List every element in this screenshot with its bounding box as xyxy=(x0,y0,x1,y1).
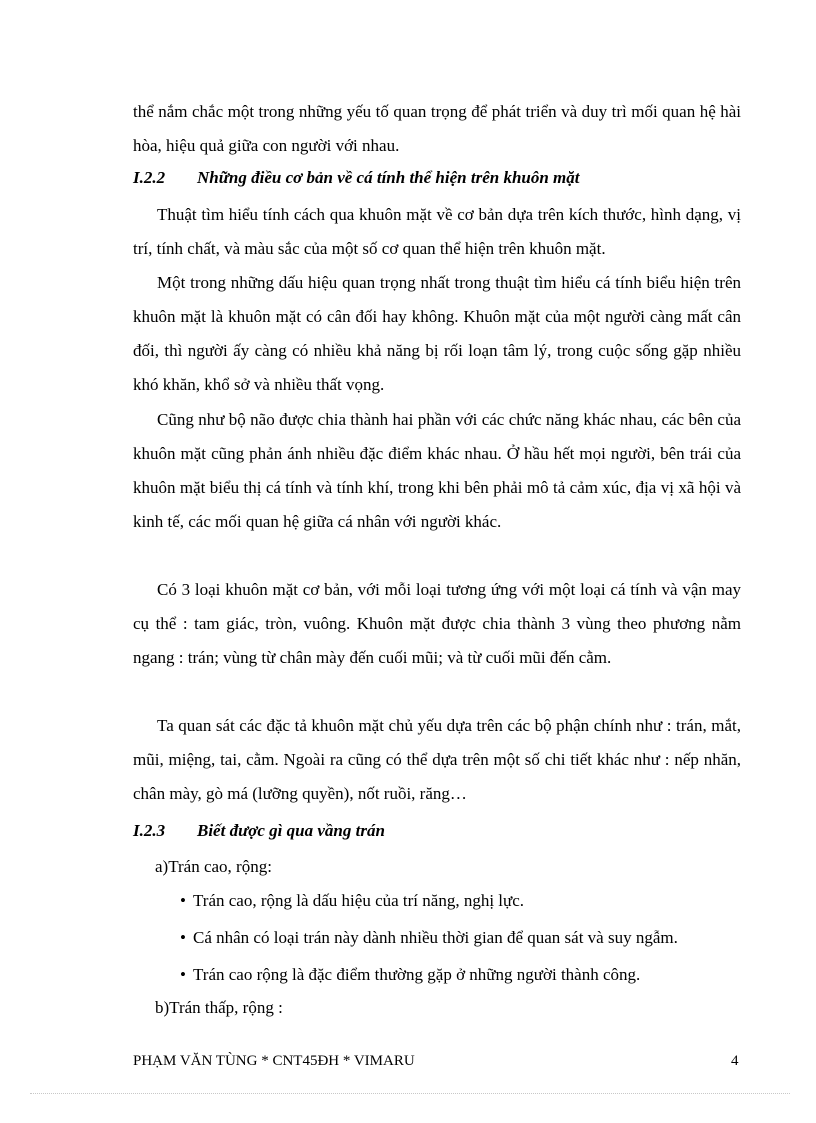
bullet-item xyxy=(180,891,524,911)
bullet-item xyxy=(180,965,640,985)
page-number: 4 xyxy=(731,1053,739,1069)
section-heading-1-2-2 xyxy=(133,168,580,188)
section-heading-1-2-3 xyxy=(133,821,385,841)
paragraph-face-features: Ta quan sát các đặc tả khuôn mặt chủ yếu dựa trên các bộ phận chính như : trán, mắt, mũi, miệng, tai, cằm. Ngoài ra cũng có thể dựa trên một số chi tiết khác như : nếp nhăn, chân mày, gò má (lưỡng quyền), nốt ruồi, răng… xyxy=(133,716,741,803)
bullet-item xyxy=(180,928,678,948)
section-title: Những điều cơ bản về cá tính thể hiện trên khuôn mặt xyxy=(197,168,580,187)
subsection-b-label: b)Trán thấp, rộng : xyxy=(155,998,283,1017)
bullet-icon: • xyxy=(180,965,186,984)
paragraph-face-balance: Một trong những dấu hiệu quan trọng nhất trong thuật tìm hiểu cá tính biểu hiện trên khuôn mặt là khuôn mặt có cân đối hay không. Khuôn mặt của một người càng mất cân đối, thì người ấy càng có nhiều khả năng bị rối loạn tâm lý, trong cuộc sống gặp nhiều khó khăn, khổ sở và nhiều thất vọng. xyxy=(133,273,741,394)
bullet-icon: • xyxy=(180,928,186,947)
bullet-text: Trán cao rộng là đặc điểm thường gặp ở những người thành công. xyxy=(193,965,641,984)
page-footer-author: PHẠM VĂN TÙNG * CNT45ĐH * VIMARU xyxy=(133,1053,415,1069)
subsection-a-label: a)Trán cao, rộng: xyxy=(155,857,272,876)
page-bottom-divider xyxy=(30,1093,790,1094)
bullet-text: Trán cao, rộng là dấu hiệu của trí năng, nghị lực. xyxy=(193,891,525,910)
bullet-icon: • xyxy=(180,891,186,910)
section-number: I.2.2 xyxy=(133,168,166,187)
bullet-text: Cá nhân có loại trán này dành nhiều thời gian để quan sát và suy ngẫm. xyxy=(193,928,678,947)
paragraph-face-types: Có 3 loại khuôn mặt cơ bản, với mỗi loại tương ứng với một loại cá tính và vận may cụ thể : tam giác, tròn, vuông. Khuôn mặt được chia thành 3 vùng theo phương nằm ngang : trán; vùng từ chân mày đến cuối mũi; và từ cuối mũi đến cằm. xyxy=(133,580,741,667)
paragraph-intro-continuation: thể nắm chắc một trong những yếu tố quan trọng để phát triển và duy trì mối quan hệ hài hòa, hiệu quả giữa con người với nhau. xyxy=(133,102,741,155)
section-number: I.2.3 xyxy=(133,821,166,840)
paragraph-face-reading-basis: Thuật tìm hiểu tính cách qua khuôn mặt về cơ bản dựa trên kích thước, hình dạng, vị trí, tính chất, và màu sắc của một số cơ quan thể hiện trên khuôn mặt. xyxy=(133,205,741,258)
paragraph-face-sides: Cũng như bộ não được chia thành hai phần với các chức năng khác nhau, các bên của khuôn mặt cũng phản ánh nhiều đặc điểm khác nhau. Ở hầu hết mọi người, bên trái của khuôn mặt biểu thị cá tính và tính khí, trong khi bên phải mô tả cảm xúc, địa vị xã hội và kinh tế, các mối quan hệ giữa cá nhân với người khác. xyxy=(133,410,741,531)
section-title: Biết được gì qua vầng trán xyxy=(197,821,385,840)
